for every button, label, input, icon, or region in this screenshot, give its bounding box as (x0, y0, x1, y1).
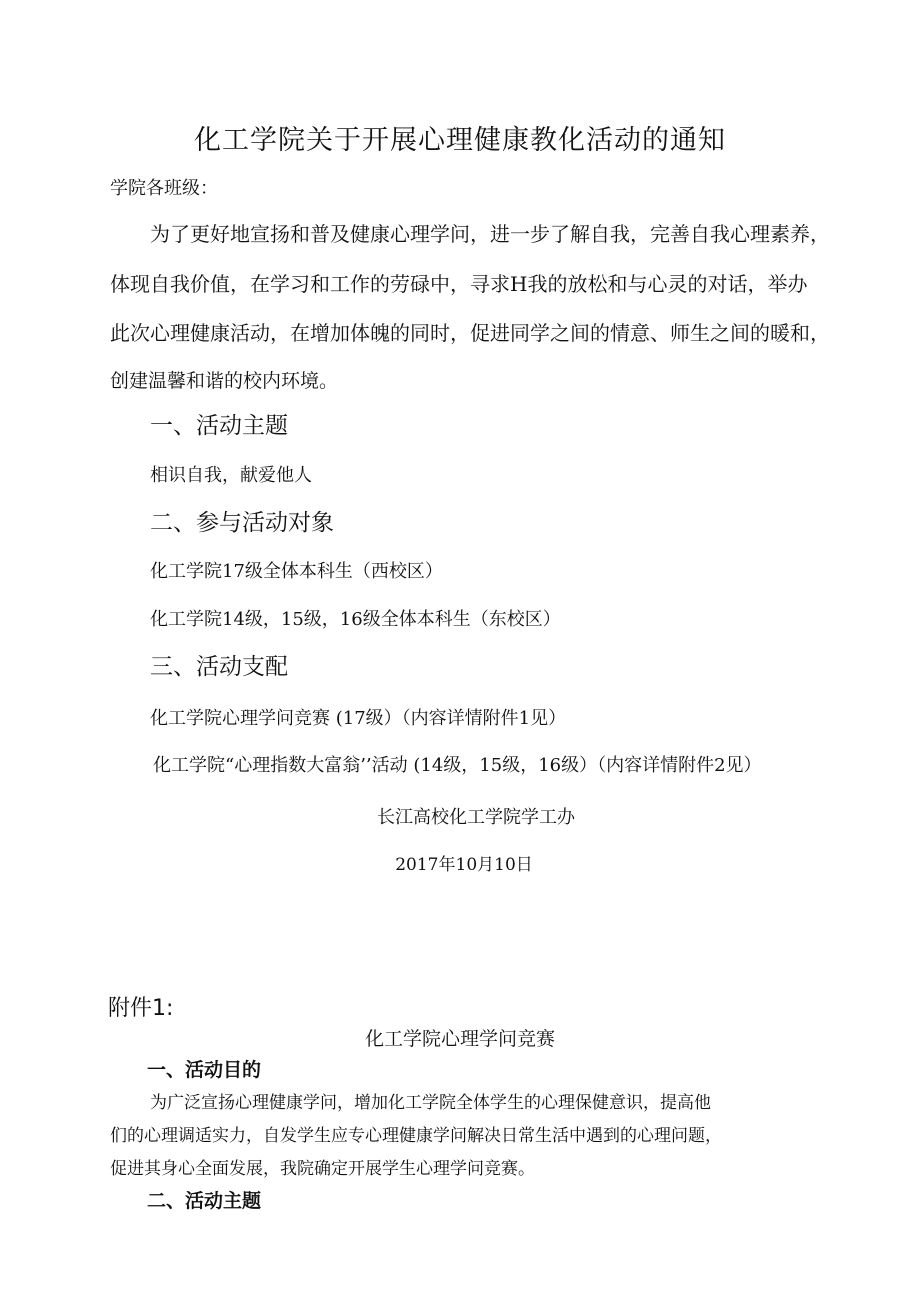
attachment-title-text: 化工学院心理学问竞赛 (364, 1028, 555, 1050)
section-heading-theme: 一、活动主题 (150, 413, 288, 439)
participant-item: 化工学院17级全体本科生（西校区） (150, 561, 443, 582)
arrangement-item: 化工学院心理学问竞赛 (17级）（内容详情附件1见） (150, 708, 567, 729)
attachment-heading-purpose: 一、活动目的 (147, 1059, 262, 1081)
section-heading-participants: 二、参与活动对象 (150, 510, 334, 536)
attachment-body-line-1: 为广泛宣扬心理健康学问，增加化工学院全体学生的心理保健意识，提高他 (150, 1093, 711, 1113)
attachment-heading-theme: 二、活动主题 (147, 1190, 262, 1212)
participant-item: 化工学院14级，15级，16级全体本科生（东校区） (150, 609, 561, 630)
attachment-title (0, 1024, 920, 1051)
intro-line-2: 体现自我价值，在学习和工作的劳碌中，寻求H我的放松和与心灵的对话，举办 (110, 272, 808, 296)
salutation: 学院各班级： (110, 178, 218, 199)
attachment-body-line-3: 促进其身心全面发展，我院确定开展学生心理学问竞赛。 (110, 1159, 535, 1179)
arrangement-item: 化工学院“心理指数大富翁’’活动 (14级，15级，16级）（内容详情附件2见） (153, 755, 762, 776)
signature (0, 803, 920, 829)
date-text: 2017年10月10日 (395, 855, 533, 875)
intro-line-1: 为了更好地宣扬和普及健康心理学问，进一步了解自我，完善自我心理素养， (150, 222, 830, 246)
intro-line-3: 此次心理健康活动，在增加体魄的同时，促进同学之间的情意、师生之间的暖和， (110, 321, 830, 345)
attachment-label: 附件1: (108, 996, 174, 1021)
section-heading-arrangement: 三、活动支配 (150, 654, 288, 680)
intro-line-4: 创建温馨和谐的校内环境。 (110, 370, 339, 392)
document-title: 化工学院关于开展心理健康教化活动的通知 (194, 125, 726, 156)
section-text-theme: 相识自我，献爱他人 (150, 465, 312, 486)
attachment-body-line-2: 们的心理调适实力，自发学生应专心理健康学问解决日常生活中遇到的心理问题， (110, 1126, 722, 1146)
signature-text: 长江高校化工学院学工办 (377, 807, 575, 828)
document-date (0, 850, 920, 875)
